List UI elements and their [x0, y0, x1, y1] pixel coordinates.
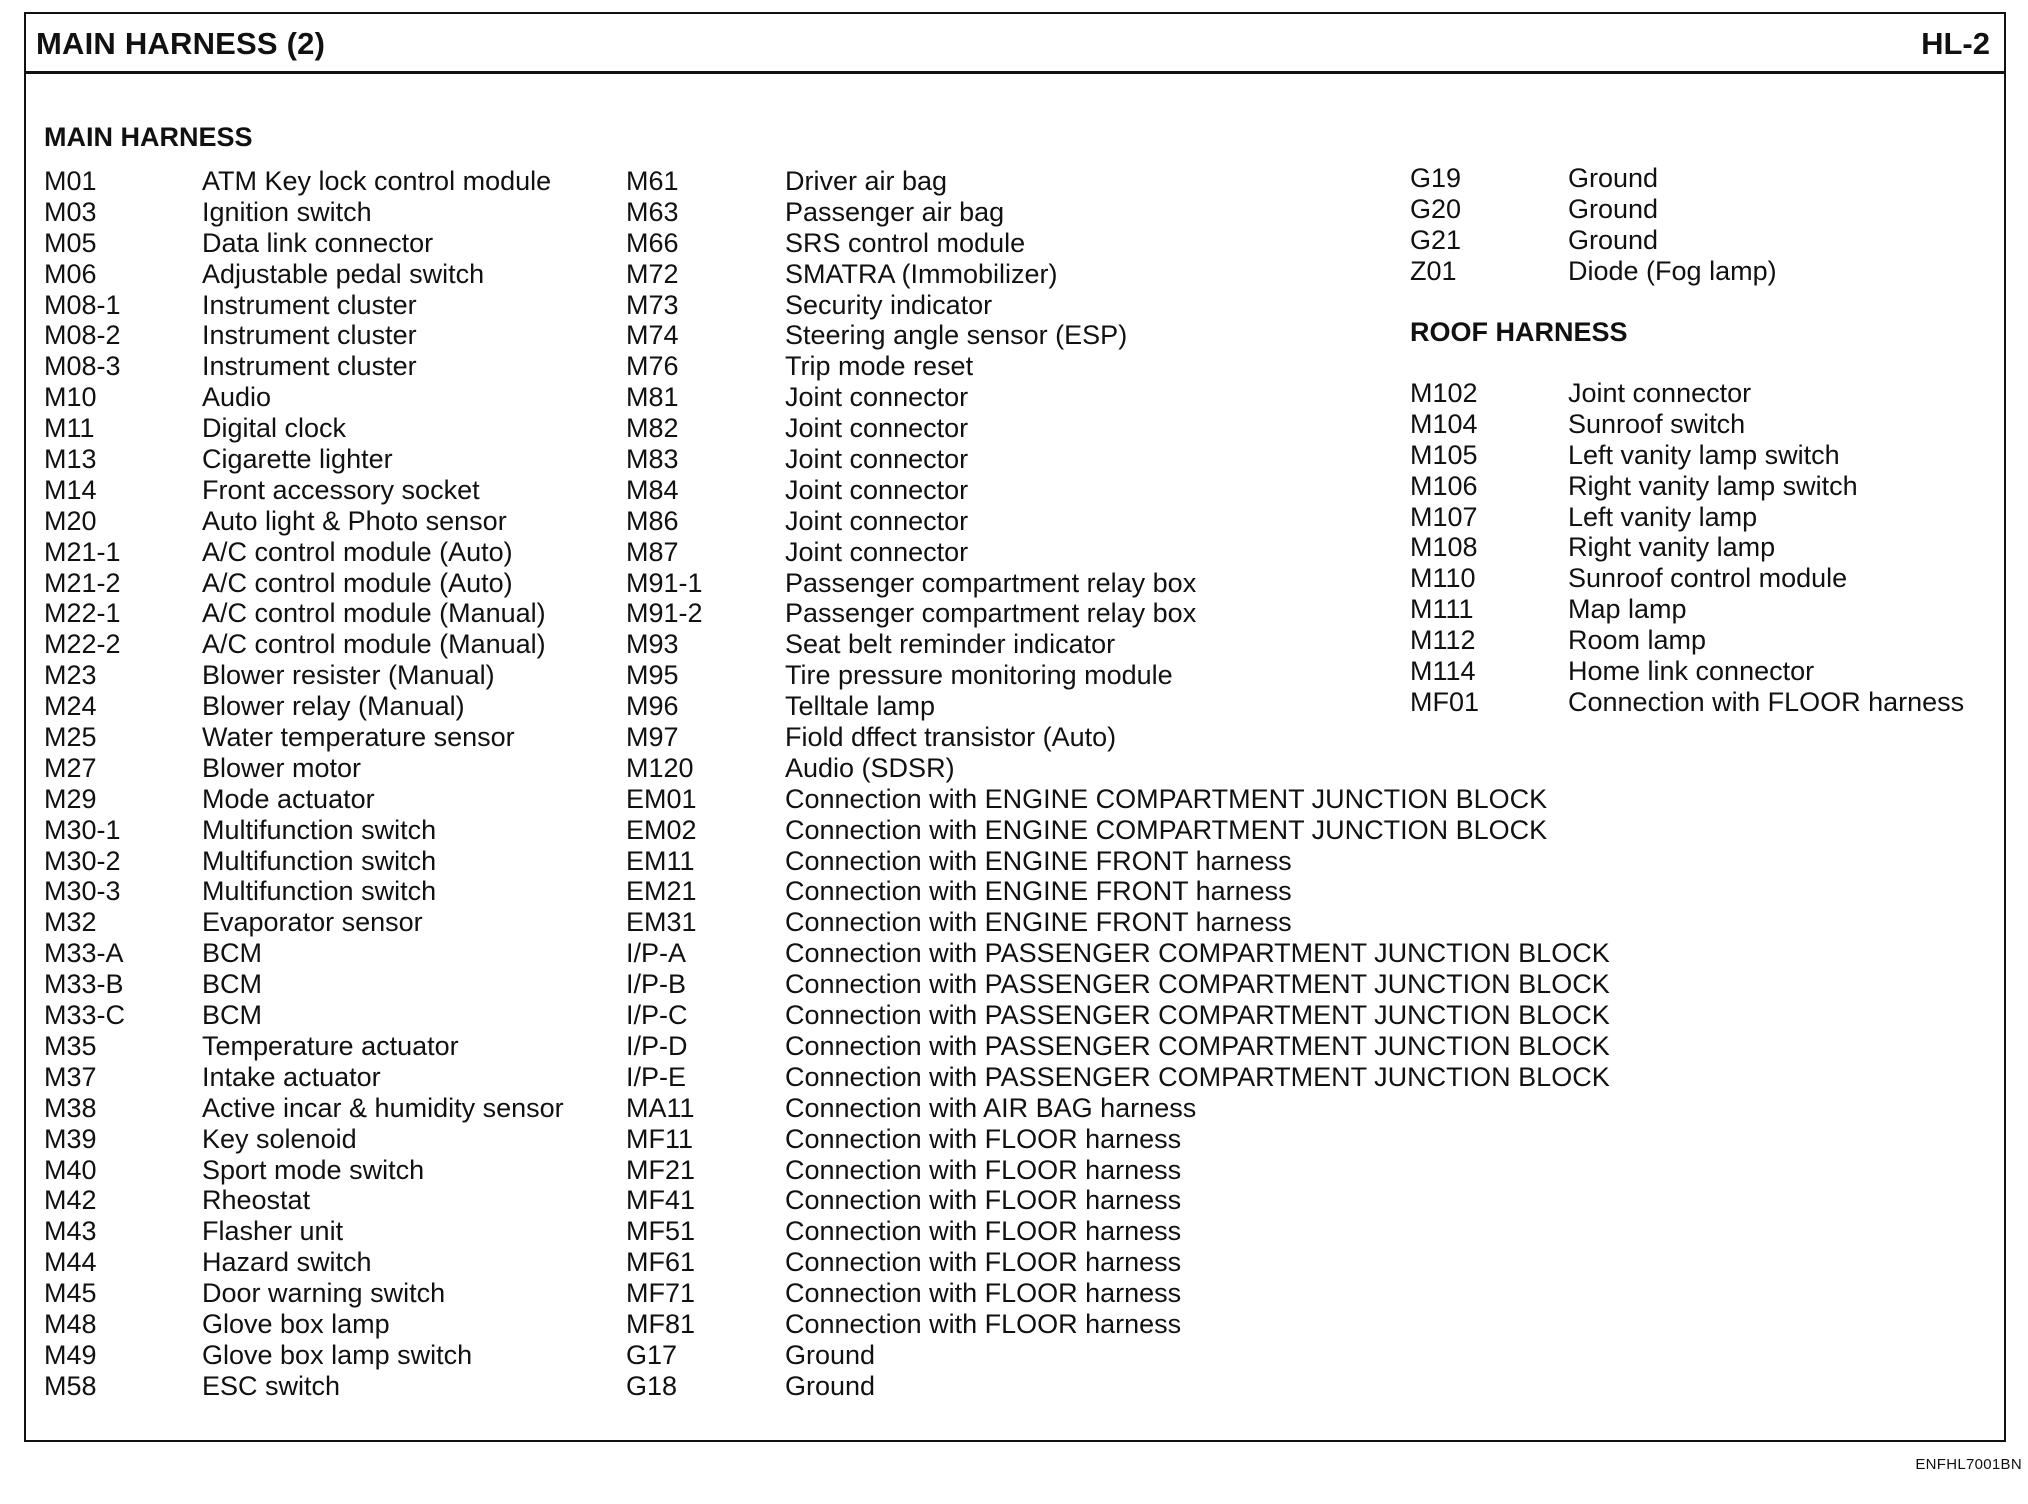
connector-description: Cigarette lighter — [202, 444, 393, 475]
connector-row — [44, 413, 564, 444]
roof-harness-title: ROOF HARNESS — [1410, 317, 1628, 347]
connector-description: Connection with PASSENGER COMPARTMENT JUNCTION BLOCK — [785, 969, 1610, 1000]
connector-description: Connection with FLOOR harness — [785, 1278, 1182, 1309]
connector-description: Active incar & humidity sensor — [202, 1092, 564, 1123]
connector-description: Connection with FLOOR harness — [785, 1185, 1182, 1216]
connector-description: Adjustable pedal switch — [202, 258, 485, 289]
connector-description: Joint connector — [785, 505, 969, 536]
connector-code: M30-1 — [44, 814, 121, 845]
connector-row — [44, 228, 564, 259]
connector-description: Home link connector — [1568, 656, 1815, 687]
connector-row — [626, 938, 1610, 969]
connector-description: Flasher unit — [202, 1216, 344, 1247]
connector-row — [1410, 625, 1964, 656]
connector-row — [626, 876, 1610, 907]
connector-row — [44, 969, 564, 1000]
connector-description: Joint connector — [785, 474, 969, 505]
connector-code: M108 — [1410, 532, 1478, 563]
connector-row — [44, 1247, 564, 1278]
connector-code: M106 — [1410, 470, 1478, 501]
connector-description: ATM Key lock control module — [202, 166, 552, 196]
connector-description: Connection with FLOOR harness — [785, 1154, 1182, 1185]
connector-code: M76 — [626, 351, 679, 382]
connector-code: M45 — [44, 1278, 97, 1309]
connector-code: M84 — [626, 474, 679, 505]
connector-description: Telltale lamp — [785, 691, 936, 722]
connector-code: M96 — [626, 691, 679, 722]
connector-description: Rheostat — [202, 1185, 311, 1216]
connector-description: BCM — [202, 969, 262, 1000]
connector-row — [626, 1247, 1610, 1278]
connector-row — [44, 475, 564, 506]
connector-code: M38 — [44, 1092, 97, 1123]
connector-code: EM11 — [626, 845, 695, 876]
connector-description: Connection with ENGINE FRONT harness — [785, 907, 1292, 938]
connector-code: M112 — [1410, 625, 1476, 656]
connector-code: G17 — [626, 1339, 678, 1370]
connector-code: M05 — [44, 227, 97, 258]
connector-code: M58 — [44, 1370, 97, 1401]
connector-code: I/P-E — [626, 1061, 687, 1092]
connector-row — [44, 1031, 564, 1062]
connector-row — [44, 846, 564, 877]
connector-code: M93 — [626, 629, 679, 660]
connector-code: M35 — [44, 1030, 97, 1061]
connector-description: Ignition switch — [202, 196, 372, 227]
connector-description: Evaporator sensor — [202, 907, 423, 938]
connector-description: Blower relay (Manual) — [202, 691, 465, 722]
connector-description: ESC switch — [202, 1370, 341, 1401]
connector-description: Connection with PASSENGER COMPARTMENT JUNCTION BLOCK — [785, 1000, 1610, 1031]
connector-description: Steering angle sensor (ESP) — [785, 320, 1128, 351]
connector-description: Seat belt reminder indicator — [785, 629, 1116, 660]
page-title: MAIN HARNESS (2) — [36, 26, 326, 61]
connector-description: Connection with PASSENGER COMPARTMENT JUNCTION BLOCK — [785, 938, 1610, 969]
connector-code: M48 — [44, 1308, 97, 1339]
connector-row — [1410, 225, 1777, 256]
connector-code: M105 — [1410, 439, 1478, 470]
connector-row — [626, 1185, 1610, 1216]
connector-row — [44, 876, 564, 907]
connector-code: M22-1 — [44, 598, 121, 629]
connector-description: A/C control module (Manual) — [202, 598, 546, 629]
connector-code: M33-B — [44, 969, 124, 1000]
connector-code: I/P-C — [626, 1000, 688, 1031]
connector-description: Key solenoid — [202, 1123, 357, 1154]
connector-row — [626, 815, 1610, 846]
connector-row — [44, 938, 564, 969]
connector-row — [44, 1371, 564, 1402]
connector-description: Data link connector — [202, 227, 434, 258]
connector-row — [1410, 378, 1964, 409]
connector-code: MF11 — [626, 1123, 694, 1154]
connector-row — [44, 784, 564, 815]
connector-row — [44, 660, 564, 691]
connector-description: Passenger compartment relay box — [785, 598, 1197, 629]
connector-code: MF61 — [626, 1247, 696, 1278]
connector-row — [44, 1216, 564, 1247]
connector-description: Sport mode switch — [202, 1154, 425, 1185]
connector-description: Temperature actuator — [202, 1030, 459, 1061]
connector-row — [44, 629, 564, 660]
main-harness-column-2 — [626, 166, 1610, 1402]
connector-code: M03 — [44, 196, 97, 227]
connector-code: M21-2 — [44, 567, 121, 598]
connector-description: Water temperature sensor — [202, 722, 515, 753]
connector-description: Sunroof control module — [1568, 563, 1848, 594]
connector-description: Driver air bag — [785, 166, 948, 196]
figure-code: ENFHL7001BN — [1915, 1456, 2022, 1473]
connector-row — [44, 722, 564, 753]
connector-row — [626, 846, 1610, 877]
connector-code: G20 — [1410, 193, 1462, 224]
connector-code: M104 — [1410, 408, 1478, 439]
page-code: HL-2 — [1921, 26, 1990, 61]
connector-code: Z01 — [1410, 255, 1457, 286]
connector-row — [44, 537, 564, 568]
connector-code: MF41 — [626, 1185, 696, 1216]
connector-description: Left vanity lamp — [1568, 501, 1758, 532]
connector-code: G18 — [626, 1370, 678, 1401]
connector-description: Right vanity lamp switch — [1568, 470, 1858, 501]
connector-description: Ground — [785, 1339, 876, 1370]
connector-code: EM31 — [626, 907, 697, 938]
connector-code: I/P-A — [626, 938, 687, 969]
connector-row — [626, 1340, 1610, 1371]
connector-row — [626, 1062, 1610, 1093]
connector-row — [44, 815, 564, 846]
connector-row — [44, 259, 564, 290]
connector-code: M39 — [44, 1123, 97, 1154]
connector-description: Fiold dffect transistor (Auto) — [785, 722, 1117, 753]
connector-row — [626, 1278, 1610, 1309]
connector-code: M21-1 — [44, 536, 121, 567]
connector-code: M20 — [44, 505, 97, 536]
connector-description: Connection with AIR BAG harness — [785, 1092, 1197, 1123]
connector-description: Ground — [785, 1370, 876, 1401]
connector-row — [44, 290, 564, 321]
connector-description: Mode actuator — [202, 783, 375, 814]
connector-row — [626, 907, 1610, 938]
connector-row — [626, 290, 1610, 321]
connector-code: M49 — [44, 1339, 97, 1370]
connector-code: MF81 — [626, 1308, 696, 1339]
connector-description: SRS control module — [785, 227, 1026, 258]
connector-code: M30-3 — [44, 876, 121, 907]
connector-row — [44, 691, 564, 722]
connector-code: I/P-D — [626, 1030, 688, 1061]
connector-row — [44, 1340, 564, 1371]
connector-row — [1410, 687, 1964, 718]
connector-description: Map lamp — [1568, 594, 1687, 625]
connector-row — [44, 1062, 564, 1093]
connector-row — [44, 753, 564, 784]
connector-row — [44, 1093, 564, 1124]
connector-description: Digital clock — [202, 413, 347, 444]
connector-code: M63 — [626, 196, 679, 227]
connector-description: Ground — [1568, 193, 1659, 224]
connector-code: M73 — [626, 289, 679, 320]
connector-description: SMATRA (Immobilizer) — [785, 258, 1058, 289]
connector-row — [44, 166, 564, 197]
connector-code: M22-2 — [44, 629, 121, 660]
connector-code: M114 — [1410, 656, 1476, 687]
connector-description: Sunroof switch — [1568, 408, 1746, 439]
connector-description: Hazard switch — [202, 1247, 372, 1278]
connector-description: Connection with FLOOR harness — [1568, 686, 1965, 717]
connector-row — [1410, 163, 1777, 194]
connector-row — [44, 568, 564, 599]
connector-code: M72 — [626, 258, 679, 289]
connector-code: M33-A — [44, 938, 124, 969]
connector-description: Room lamp — [1568, 625, 1707, 656]
connector-description: Left vanity lamp switch — [1568, 439, 1840, 470]
connector-description: Connection with FLOOR harness — [785, 1308, 1182, 1339]
connector-row — [1410, 656, 1964, 687]
connector-description: Joint connector — [785, 413, 969, 444]
connector-description: Glove box lamp switch — [202, 1339, 473, 1370]
connector-description: Passenger air bag — [785, 196, 1005, 227]
connector-description: Multifunction switch — [202, 845, 437, 876]
connector-description: A/C control module (Auto) — [202, 567, 513, 598]
connector-code: M91-1 — [626, 567, 703, 598]
connector-description: Door warning switch — [202, 1278, 446, 1309]
connector-code: M87 — [626, 536, 679, 567]
connector-code: M37 — [44, 1061, 97, 1092]
connector-description: Multifunction switch — [202, 814, 437, 845]
connector-description: Connection with PASSENGER COMPARTMENT JUNCTION BLOCK — [785, 1030, 1610, 1061]
connector-row — [44, 320, 564, 351]
connector-description: BCM — [202, 938, 262, 969]
connector-code: M110 — [1410, 563, 1476, 594]
main-harness-title: MAIN HARNESS — [44, 122, 253, 152]
connector-code: M33-C — [44, 1000, 126, 1031]
connector-description: A/C control module (Auto) — [202, 536, 513, 567]
connector-code: EM01 — [626, 783, 697, 814]
connector-description: Diode (Fog lamp) — [1568, 255, 1777, 286]
connector-row — [44, 1309, 564, 1340]
connector-row — [44, 1000, 564, 1031]
connector-description: Instrument cluster — [202, 351, 417, 382]
connector-description: Audio — [202, 382, 272, 413]
connector-code: M44 — [44, 1247, 97, 1278]
connector-row — [626, 1309, 1610, 1340]
connector-description: Instrument cluster — [202, 289, 417, 320]
connector-description: Tire pressure monitoring module — [785, 660, 1173, 691]
connector-row — [626, 1000, 1610, 1031]
connector-code: M107 — [1410, 501, 1478, 532]
connector-code: M61 — [626, 166, 679, 196]
connector-code: M29 — [44, 783, 97, 814]
connector-code: M81 — [626, 382, 679, 413]
connector-row — [44, 598, 564, 629]
connector-code: M43 — [44, 1216, 97, 1247]
connector-row — [44, 1155, 564, 1186]
connector-description: Joint connector — [785, 382, 969, 413]
connector-code: M86 — [626, 505, 679, 536]
connector-code: M30-2 — [44, 845, 121, 876]
connector-code: M01 — [44, 166, 97, 196]
connector-description: Connection with ENGINE FRONT harness — [785, 845, 1292, 876]
connector-code: M102 — [1410, 378, 1478, 408]
connector-code: MA11 — [626, 1092, 695, 1123]
connector-code: M25 — [44, 722, 97, 753]
connector-row — [626, 1031, 1610, 1062]
connector-code: MF21 — [626, 1154, 696, 1185]
connector-code: M08-1 — [44, 289, 121, 320]
connector-code: M97 — [626, 722, 679, 753]
connector-description: Joint connector — [785, 444, 969, 475]
connector-description: Connection with ENGINE COMPARTMENT JUNCTION BLOCK — [785, 783, 1548, 814]
connector-row — [44, 382, 564, 413]
connector-row — [626, 1216, 1610, 1247]
connector-code: M32 — [44, 907, 97, 938]
connector-description: Instrument cluster — [202, 320, 417, 351]
connector-code: M08-2 — [44, 320, 121, 351]
main-harness-column-1 — [44, 166, 564, 1402]
connector-row — [1410, 594, 1964, 625]
connector-code: M120 — [626, 752, 694, 783]
connector-description: Front accessory socket — [202, 474, 480, 505]
connector-row — [1410, 502, 1964, 533]
connector-code: M66 — [626, 227, 679, 258]
connector-row — [1410, 471, 1964, 502]
connector-row — [44, 1185, 564, 1216]
connector-description: BCM — [202, 1000, 262, 1031]
connector-description: Connection with ENGINE FRONT harness — [785, 876, 1292, 907]
connector-code: M27 — [44, 752, 97, 783]
connector-code: M10 — [44, 382, 97, 413]
connector-row — [1410, 563, 1964, 594]
connector-row — [626, 969, 1610, 1000]
connector-code: M23 — [44, 660, 97, 691]
connector-row — [626, 1124, 1610, 1155]
connector-row — [1410, 194, 1777, 225]
connector-description: Connection with FLOOR harness — [785, 1247, 1182, 1278]
connector-row — [626, 722, 1610, 753]
connector-row — [1410, 532, 1964, 563]
connector-code: MF71 — [626, 1278, 696, 1309]
connector-row — [626, 1093, 1610, 1124]
connector-code: M14 — [44, 474, 97, 505]
connector-row — [626, 784, 1610, 815]
connector-row — [1410, 440, 1964, 471]
connector-description: Connection with ENGINE COMPARTMENT JUNCTION BLOCK — [785, 814, 1548, 845]
connector-description: Connection with FLOOR harness — [785, 1123, 1182, 1154]
connector-row — [44, 907, 564, 938]
connector-description: Auto light & Photo sensor — [202, 505, 507, 536]
connector-code: EM21 — [626, 876, 697, 907]
connector-description: Trip mode reset — [785, 351, 974, 382]
connector-row — [44, 197, 564, 228]
connector-row — [44, 506, 564, 537]
connector-code: M08-3 — [44, 351, 121, 382]
connector-code: M42 — [44, 1185, 97, 1216]
connector-code: M13 — [44, 444, 97, 475]
connector-row — [626, 1371, 1610, 1402]
connector-description: Right vanity lamp — [1568, 532, 1776, 563]
connector-row — [44, 444, 564, 475]
connector-code: M24 — [44, 691, 97, 722]
connector-row — [44, 1278, 564, 1309]
connector-row — [44, 351, 564, 382]
connector-row — [1410, 409, 1964, 440]
connector-code: M11 — [44, 413, 95, 444]
roof-harness-column — [1410, 378, 1964, 718]
connector-description: A/C control module (Manual) — [202, 629, 546, 660]
connector-code: M74 — [626, 320, 679, 351]
connector-code: G21 — [1410, 224, 1462, 255]
connector-description: Passenger compartment relay box — [785, 567, 1197, 598]
connector-description: Connection with FLOOR harness — [785, 1216, 1182, 1247]
connector-description: Joint connector — [785, 536, 969, 567]
connector-description: Ground — [1568, 163, 1659, 193]
connector-code: I/P-B — [626, 969, 687, 1000]
connector-description: Connection with PASSENGER COMPARTMENT JUNCTION BLOCK — [785, 1061, 1610, 1092]
connector-code: M40 — [44, 1154, 97, 1185]
connector-row — [626, 1155, 1610, 1186]
connector-code: M91-2 — [626, 598, 703, 629]
connector-code: MF51 — [626, 1216, 696, 1247]
connector-description: Blower motor — [202, 752, 362, 783]
connector-code: M111 — [1410, 594, 1474, 625]
connector-code: MF01 — [1410, 686, 1480, 717]
connector-description: Multifunction switch — [202, 876, 437, 907]
connector-row — [626, 753, 1610, 784]
connector-code: G19 — [1410, 163, 1462, 193]
connector-row — [1410, 256, 1777, 287]
connector-code: EM02 — [626, 814, 697, 845]
header-bar — [26, 14, 2004, 74]
connector-description: Security indicator — [785, 289, 993, 320]
connector-description: Intake actuator — [202, 1061, 381, 1092]
connector-row — [44, 1124, 564, 1155]
connector-description: Audio (SDSR) — [785, 752, 955, 783]
main-harness-column-3 — [1410, 163, 1777, 287]
connector-description: Glove box lamp — [202, 1308, 390, 1339]
connector-code: M06 — [44, 258, 97, 289]
connector-description: Blower resister (Manual) — [202, 660, 495, 691]
connector-code: M95 — [626, 660, 679, 691]
connector-description: Ground — [1568, 224, 1659, 255]
connector-code: M82 — [626, 413, 679, 444]
connector-code: M83 — [626, 444, 679, 475]
connector-description: Joint connector — [1568, 378, 1752, 408]
